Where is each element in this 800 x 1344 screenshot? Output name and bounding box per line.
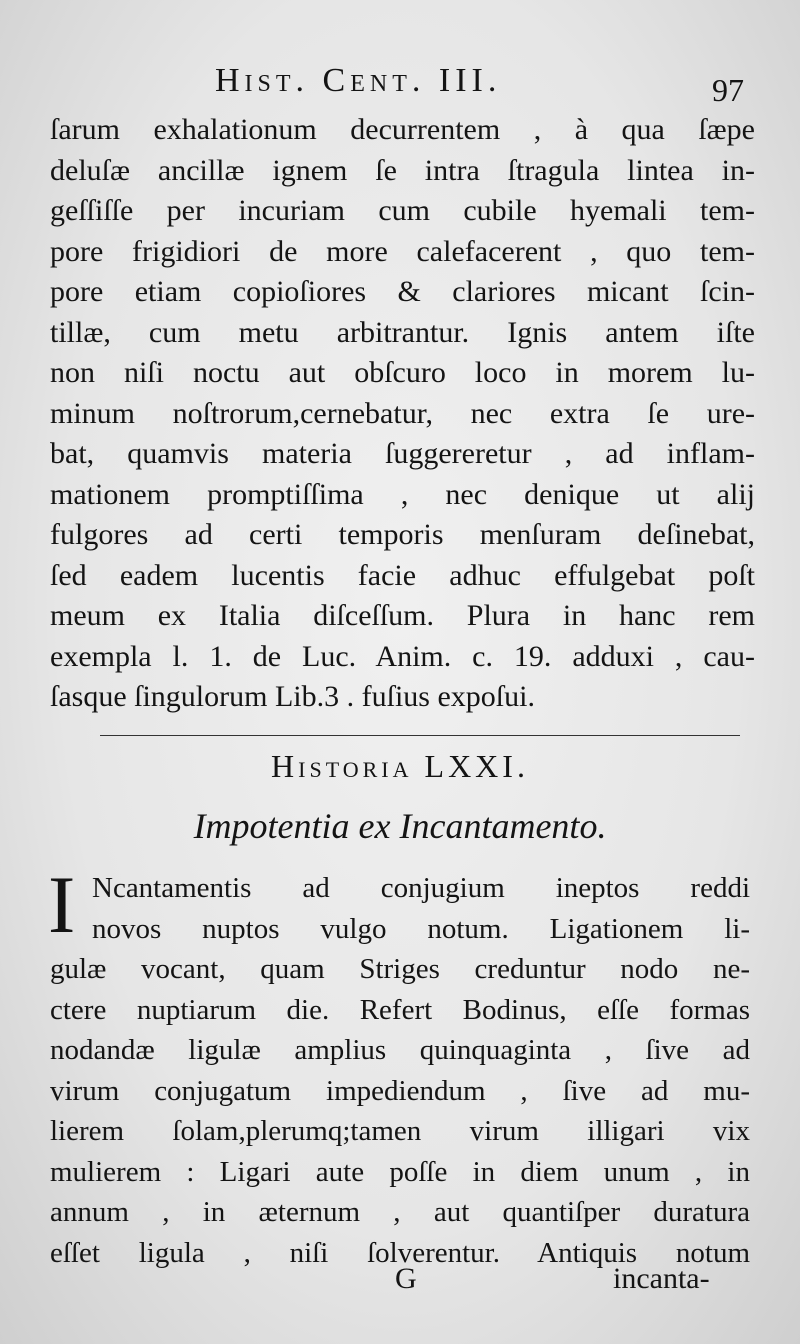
- section-subheading: Impotentia ex Incantamento.: [193, 806, 607, 846]
- text-line: ctere nuptiarum die. Refert Bodinus, eſſe formas: [50, 993, 750, 1026]
- text-line: ſed eadem lucentis facie adhuc effulgebat poſt: [50, 558, 755, 592]
- text-line: pore etiam copioſiores & clariores micant ſcin-: [50, 275, 755, 308]
- drop-cap: I: [48, 859, 76, 950]
- paragraph-main: [50, 868, 750, 1273]
- text-line: geſſiſſe per incuriam cum cubile hyemali tem-: [50, 194, 755, 227]
- text-line: tillæ, cum metu arbitrantur. Ignis antem iſte: [50, 315, 755, 349]
- running-title: Hist. Cent. III.: [215, 62, 502, 99]
- text-line: meum ex Italia diſceſſum. Plura in hanc rem: [50, 599, 755, 632]
- paragraph-continuation: [50, 110, 755, 718]
- text-line: fulgores ad certi temporis menſuram deſinebat,: [50, 518, 755, 551]
- text-line: mationem promptiſſima , nec denique ut alij: [50, 477, 755, 511]
- signature-mark: G: [395, 1262, 417, 1295]
- text-line: mulierem : Ligari aute poſſe in diem unum , in: [50, 1155, 750, 1188]
- section-heading: Historia LXXI.: [271, 748, 529, 784]
- text-line: exempla l. 1. de Luc. Anim. c. 19. adduxi , cau-: [50, 639, 755, 673]
- text-line: ſasque ſingulorum Lib.3 . fuſius expoſui.: [50, 680, 535, 713]
- text-line: bat, quamvis materia ſuggereretur , ad inflam-: [50, 437, 755, 470]
- text-line: virum conjugatum impediendum , ſive ad mu-: [50, 1074, 750, 1107]
- section-divider: [100, 735, 740, 736]
- text-line: lierem ſolam,plerumq;tamen virum illigari vix: [50, 1115, 750, 1147]
- text-line: gulæ vocant, quam Striges creduntur nodo ne-: [50, 953, 750, 985]
- running-head: [0, 58, 800, 108]
- text-line: pore frigidiori de more calefacerent , quo tem-: [50, 234, 755, 268]
- text-line: novos nuptos vulgo notum. Ligationem li-: [92, 912, 750, 945]
- text-line: nodandæ ligulæ amplius quinquaginta , ſive ad: [50, 1034, 750, 1066]
- text-line: non niſi noctu aut obſcuro loco in morem lu-: [50, 356, 755, 389]
- text-line: annum , in æternum , aut quantiſper duratura: [50, 1196, 750, 1228]
- page-number: 97: [712, 72, 744, 108]
- text-line: Ncantamentis ad conjugium ineptos reddi: [92, 872, 750, 904]
- page-footer: [0, 1262, 800, 1302]
- catchword: incanta-: [613, 1262, 710, 1295]
- text-line: minum noſtrorum,cernebatur, nec extra ſe ure-: [50, 396, 755, 430]
- text-line: ſarum exhalationum decurrentem , à qua ſæpe: [50, 113, 755, 146]
- text-line: deluſæ ancillæ ignem ſe intra ſtragula lintea in-: [50, 153, 755, 187]
- text-line: eſſet ligula , niſi ſolverentur. Antiquis notum: [50, 1236, 750, 1269]
